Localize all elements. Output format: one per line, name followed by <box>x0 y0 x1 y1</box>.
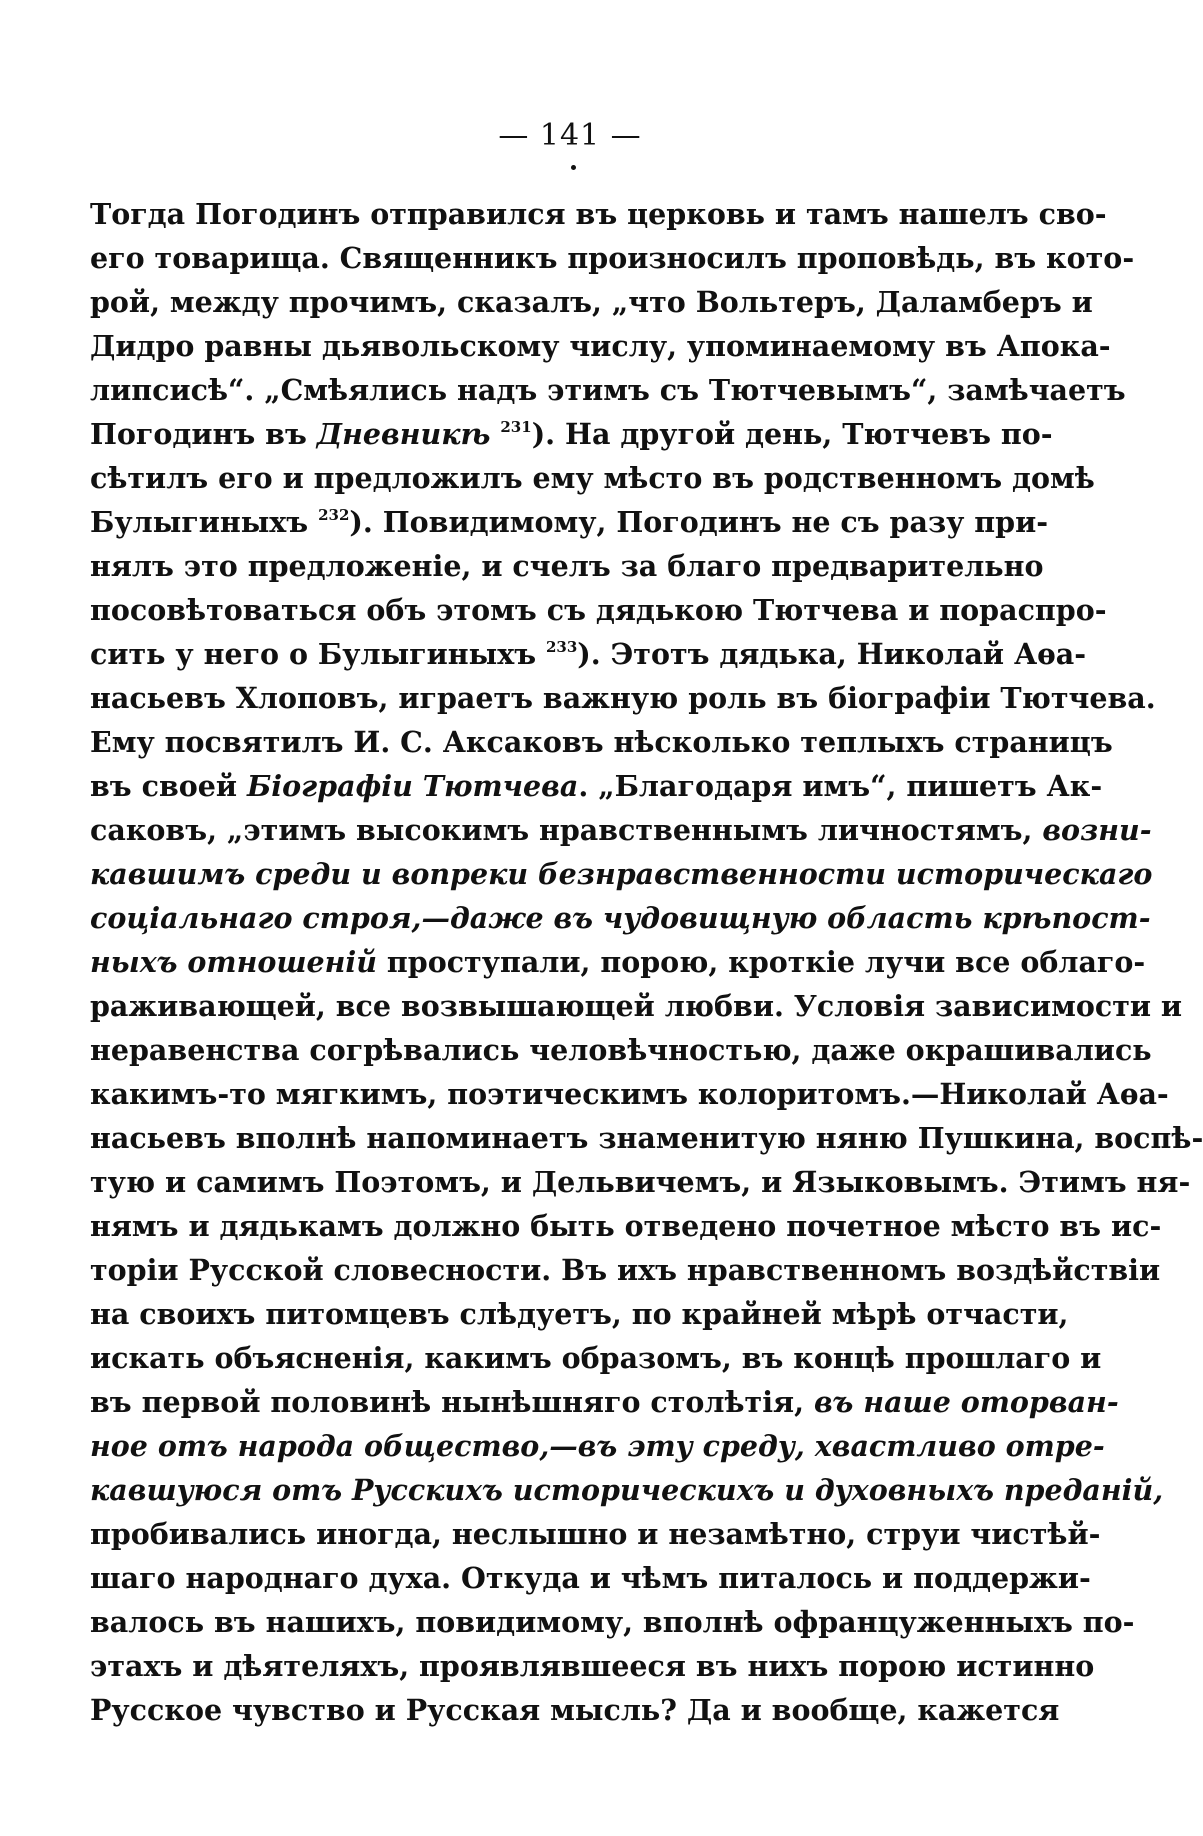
text-segment: . „Благодаря имъ“, пишетъ Ак- <box>578 769 1103 803</box>
footnote-reference: 233 <box>545 638 578 656</box>
italic-segment: соціальнаго строя,—даже въ чудовищную область крѣпост- <box>90 901 1151 935</box>
text-segment: этахъ и дѣятеляхъ, проявлявшееся въ нихъ порою истинно <box>90 1649 1095 1683</box>
text-line <box>90 852 1153 896</box>
text-segment: насьевъ Хлоповъ, играетъ важную роль въ біографіи Тютчева. <box>90 681 1156 715</box>
text-line <box>90 764 1103 808</box>
text-line <box>90 1512 1101 1556</box>
text-line <box>90 1028 1152 1072</box>
text-segment: Булыгиныхъ <box>90 505 319 539</box>
body-text <box>90 192 1203 1732</box>
italic-segment: кавшимъ среди и вопреки безнравственности историческаго <box>90 857 1153 891</box>
text-line <box>90 1072 1169 1116</box>
text-line <box>90 984 1183 1028</box>
text-line <box>90 1292 1069 1336</box>
text-line <box>90 1688 1060 1732</box>
text-segment: ). На другой день, Тютчевъ по- <box>531 417 1053 451</box>
text-segment: пробивались иногда, неслышно и незамѣтно, струи чистѣй- <box>90 1517 1101 1551</box>
text-segment: въ своей <box>90 769 247 803</box>
text-segment: ). Повидимому, Погодинъ не съ разу при- <box>349 505 1049 539</box>
text-segment: Дидро равны дьявольскому числу, упоминаемому въ Апока- <box>90 329 1111 363</box>
italic-segment: возни- <box>1042 813 1152 847</box>
text-line <box>90 1424 1105 1468</box>
text-segment: посовѣтоваться объ этомъ съ дядькою Тютчева и пораспро- <box>90 593 1107 627</box>
text-segment: валось въ нашихъ, повидимому, вполнѣ офранцуженныхъ по- <box>90 1605 1135 1639</box>
italic-segment: Дневникѣ <box>316 417 491 451</box>
text-line <box>90 1248 1161 1292</box>
text-line <box>90 192 1107 236</box>
text-line <box>90 368 1126 412</box>
text-segment: ). Этотъ дядька, Николай Аѳа- <box>577 637 1087 671</box>
text-segment: въ первой половинѣ нынѣшняго столѣтія, <box>90 1385 814 1419</box>
text-line <box>90 1204 1162 1248</box>
italic-segment: кавшуюся отъ Русскихъ историческихъ и духовныхъ преданій, <box>90 1473 1164 1507</box>
text-segment: Погодинъ въ <box>90 417 317 451</box>
italic-segment: ное отъ народа общество,—въ эту среду, хвастливо отре- <box>90 1429 1105 1463</box>
text-segment: сить у него о Булыгиныхъ <box>90 637 546 671</box>
text-segment: нямъ и дядькамъ должно быть отведено почетное мѣсто въ ис- <box>90 1209 1162 1243</box>
text-line <box>90 588 1107 632</box>
text-line <box>90 1336 1102 1380</box>
text-segment: рой, между прочимъ, сказалъ, „что Вольтеръ, Даламберъ и <box>90 285 1093 319</box>
text-line <box>90 1380 1119 1424</box>
text-line <box>90 500 1049 544</box>
text-line <box>90 1116 1203 1160</box>
text-line <box>90 280 1093 324</box>
text-line <box>90 1600 1135 1644</box>
text-line <box>90 1644 1095 1688</box>
text-segment: насьевъ вполнѣ напоминаетъ знаменитую няню Пушкина, воспѣ- <box>90 1121 1203 1155</box>
text-line <box>90 1160 1191 1204</box>
italic-segment: Біографіи Тютчева <box>246 769 579 803</box>
text-line <box>90 632 1087 676</box>
text-line <box>90 896 1151 940</box>
text-segment: раживающей, все возвышающей любви. Условія зависимости и <box>90 989 1183 1023</box>
italic-segment: ныхъ отношеній <box>90 945 377 979</box>
page-number: — 141 — <box>498 118 642 153</box>
text-line <box>90 1556 1091 1600</box>
footnote-reference: 231 <box>500 418 532 436</box>
text-line <box>90 940 1146 984</box>
text-segment: сѣтилъ его и предложилъ ему мѣсто въ родственномъ домѣ <box>90 461 1095 495</box>
text-segment: какимъ-то мягкимъ, поэтическимъ колоритомъ.—Николай Аѳа- <box>90 1077 1169 1111</box>
footnote-reference: 232 <box>318 506 350 524</box>
text-segment: неравенства согрѣвались человѣчностью, даже окрашивались <box>90 1033 1152 1067</box>
text-segment: саковъ, „этимъ высокимъ нравственнымъ личностямъ, <box>90 813 1043 847</box>
text-segment: искать объясненія, какимъ образомъ, въ концѣ прошлаго и <box>90 1341 1102 1375</box>
printing-speck <box>571 165 576 170</box>
text-segment: нялъ это предложеніе, и счелъ за благо предварительно <box>90 549 1044 583</box>
text-segment <box>490 417 500 451</box>
text-segment: шаго народнаго духа. Откуда и чѣмъ питалось и поддержи- <box>90 1561 1091 1595</box>
text-line <box>90 456 1095 500</box>
text-segment: торіи Русской словесности. Въ ихъ нравственномъ воздѣйствіи <box>90 1253 1161 1287</box>
text-segment: липсисѣ“. „Смѣялись надъ этимъ съ Тютчевымъ“, замѣчаетъ <box>90 373 1126 407</box>
italic-segment: въ наше оторван- <box>813 1385 1119 1419</box>
text-segment: тую и самимъ Поэтомъ, и Дельвичемъ, и Языковымъ. Этимъ ня- <box>90 1165 1191 1199</box>
text-line <box>90 412 1053 456</box>
text-line <box>90 1468 1164 1512</box>
text-segment: его товарища. Священникъ произносилъ проповѣдь, въ кото- <box>90 241 1135 275</box>
text-line <box>90 544 1044 588</box>
text-line <box>90 808 1152 852</box>
text-segment: на своихъ питомцевъ слѣдуетъ, по крайней мѣрѣ отчасти, <box>90 1297 1069 1331</box>
text-line <box>90 236 1135 280</box>
text-line <box>90 720 1113 764</box>
text-segment: проступали, порою, кроткіе лучи все облаго- <box>376 945 1146 979</box>
text-segment: Тогда Погодинъ отправился въ церковь и тамъ нашелъ сво- <box>90 197 1107 231</box>
text-line <box>90 324 1111 368</box>
text-segment: Русское чувство и Русская мысль? Да и вообще, кажется <box>90 1693 1060 1727</box>
text-segment: Ему посвятилъ И. С. Аксаковъ нѣсколько теплыхъ страницъ <box>90 725 1113 759</box>
text-line <box>90 676 1156 720</box>
